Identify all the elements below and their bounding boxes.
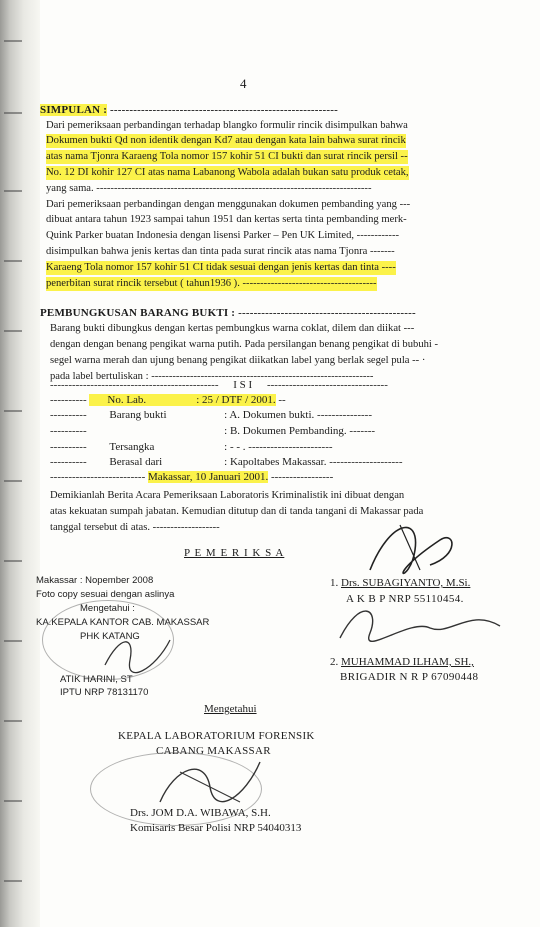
pemeriksa-1-name-row <box>330 576 470 590</box>
pembungkusan-line-2: dengan dengan benang pengikat warna putih. Pada persilangan benang pengikat di bubuhi - <box>50 339 439 350</box>
mengetahui-label: Mengetahui <box>204 703 257 715</box>
pemeriksa-2-name-row <box>330 655 474 669</box>
kesimpulan-line-5: yang sama. ------------------------------------------------------------------------------ <box>46 183 372 194</box>
barang-bukti-label: Barang bukti <box>109 409 167 421</box>
copy-stamp-line-6: ATIK HARINI, ST <box>60 674 133 685</box>
pembungkusan-line-3: segel warna merah dan ujung benang pengikat diikatkan label yang berlak segel pula -- · <box>50 355 426 366</box>
closing-line-2: atas kekuatan sumpah jabatan. Kemudian ditutup dan di tanda tangani di Makassar pada <box>50 506 424 517</box>
no-lab-row: ---------- No. Lab. : 25 / DTF / 2001. -- <box>50 394 286 406</box>
pembungkusan-line-1: Barang bukti dibungkus dengan kertas pembungkus warna coklat, dilem dan diikat --- <box>50 323 415 334</box>
kesimpulan-line-4: No. 12 DI kohir 127 CI atas nama Labanong Wabola adalah bukan satu produk cetak, <box>46 167 409 178</box>
tersangka-value: : - - . <box>224 441 246 453</box>
copy-stamp-line-1: Makassar : Nopember 2008 <box>36 575 154 586</box>
page-number: 4 <box>240 76 247 91</box>
pemeriksa-1-no: 1. <box>330 577 339 589</box>
barang-bukti-b-row: ---------- : B. Dokumen Pembanding. ------- <box>50 425 376 437</box>
copy-stamp-line-4: KA.KEPALA KANTOR CAB. MAKASSAR <box>36 617 210 628</box>
closing-line-1: Demikianlah Berita Acara Pemeriksaan Laboratoris Kriminalistik ini dibuat dengan <box>50 490 405 501</box>
no-lab-label: No. Lab. <box>89 394 148 406</box>
scan-margin-shadow <box>0 0 40 927</box>
pemeriksa-2-no: 2. <box>330 656 339 668</box>
berasal-value: : Kapoltabes Makassar. <box>224 456 327 468</box>
kesimpulan-line-1: Dari pemeriksaan perbandingan terhadap blangko formulir rincik disimpulkan bahwa <box>46 120 408 131</box>
pemeriksa-1-name: Drs. SUBAGIYANTO, M.Si. <box>341 577 471 589</box>
kesimpulan-heading-text: SIMPULAN : <box>40 104 108 116</box>
kepala-line-1: KEPALA LABORATORIUM FORENSIK <box>118 730 315 742</box>
kesimpulan-line-7: dibuat antara tahun 1923 sampai tahun 1951 dan kertas serta tinta pembanding merk- <box>46 214 407 225</box>
kesimpulan-line-6: Dari pemeriksaan perbandingan dengan menggunakan dokumen pembanding yang --- <box>46 199 411 210</box>
pemeriksa-1-rank: A K B P NRP 55110454. <box>346 593 464 605</box>
kesimpulan-line-8: Quink Parker buatan Indonesia dengan lisensi Parker – Pen UK Limited, ------------ <box>46 230 400 241</box>
copy-stamp-line-5: PHK KATANG <box>80 631 140 642</box>
no-lab-value: : 25 / DTF / 2001. <box>148 394 275 406</box>
berasal-label: Berasal dari <box>109 456 163 468</box>
pemeriksa-2-name: MUHAMMAD ILHAM, SH., <box>341 656 474 668</box>
copy-stamp-line-2: Foto copy sesuai dengan aslinya <box>36 589 175 600</box>
barang-bukti-a: : A. Dokumen bukti. <box>224 409 315 421</box>
isi-date: Makassar, 10 Januari 2001. <box>148 471 269 483</box>
kepala-rank: Komisaris Besar Polisi NRP 54040313 <box>130 822 302 834</box>
berasal-row: ---------- Berasal dari : Kapoltabes Makassar. -------------------- <box>50 456 403 468</box>
barang-bukti-row: ---------- Barang bukti : A. Dokumen bukti. --------------- <box>50 409 372 421</box>
kepala-line-2: CABANG MAKASSAR <box>156 745 271 757</box>
pemeriksa-2-rank: BRIGADIR N R P 67090448 <box>340 671 479 683</box>
copy-stamp-line-3: Mengetahui : <box>80 603 135 614</box>
pembungkusan-heading: PEMBUNGKUSAN BARANG BUKTI : ---------------------------------------------- <box>40 307 416 319</box>
kesimpulan-line-3: atas nama Tjonra Karaeng Tola nomor 157 kohir 51 CI bukti dan surat rincik persil -- <box>46 151 408 162</box>
kesimpulan-line-11: penerbitan surat rincik tersebut ( tahun1936 ). -------------------------------------- <box>46 278 377 289</box>
signature-top-icon <box>360 510 470 585</box>
closing-line-3: tanggal tersebut di atas. ------------------- <box>50 522 220 533</box>
barang-bukti-b: : B. Dokumen Pembanding. <box>224 425 347 437</box>
tersangka-label: Tersangka <box>109 441 155 453</box>
signature-kepala-icon <box>150 752 270 812</box>
isi-title: I S I <box>233 379 253 391</box>
copy-stamp-line-7: IPTU NRP 78131170 <box>60 687 149 698</box>
pembungkusan-line-4: pada label bertuliskan : --------------------------------------------------------------- <box>50 371 374 382</box>
kesimpulan-line-9: disimpulkan bahwa jenis kertas dan tinta pada surat rincik atas nama Tjonra ------- <box>46 246 395 257</box>
signature-copy-icon <box>100 630 180 675</box>
kesimpulan-heading: SIMPULAN : ----------------------------------------------------------- <box>40 104 338 116</box>
kesimpulan-line-2: Dokumen bukti Qd non identik dengan Kd7 atau dengan kata lain bahwa surat rincik <box>46 135 406 146</box>
signature-pemeriksa-1-icon <box>330 598 510 648</box>
date-row: -------------------------- Makassar, 10 Januari 2001. ----------------- <box>50 471 334 483</box>
isi-title-row: ---------------------------------------------- I S I --------------------------------- <box>50 379 388 391</box>
kesimpulan-line-10: Karaeng Tola nomor 157 kohir 51 CI tidak sesuai dengan jenis kertas dan tinta ---- <box>46 262 396 273</box>
kepala-name: Drs. JOM D.A. WIBAWA, S.H. <box>130 807 271 819</box>
tersangka-row: ---------- Tersangka : - - . ----------------------- <box>50 441 333 453</box>
pemeriksa-heading: P E M E R I K S A <box>184 547 285 559</box>
